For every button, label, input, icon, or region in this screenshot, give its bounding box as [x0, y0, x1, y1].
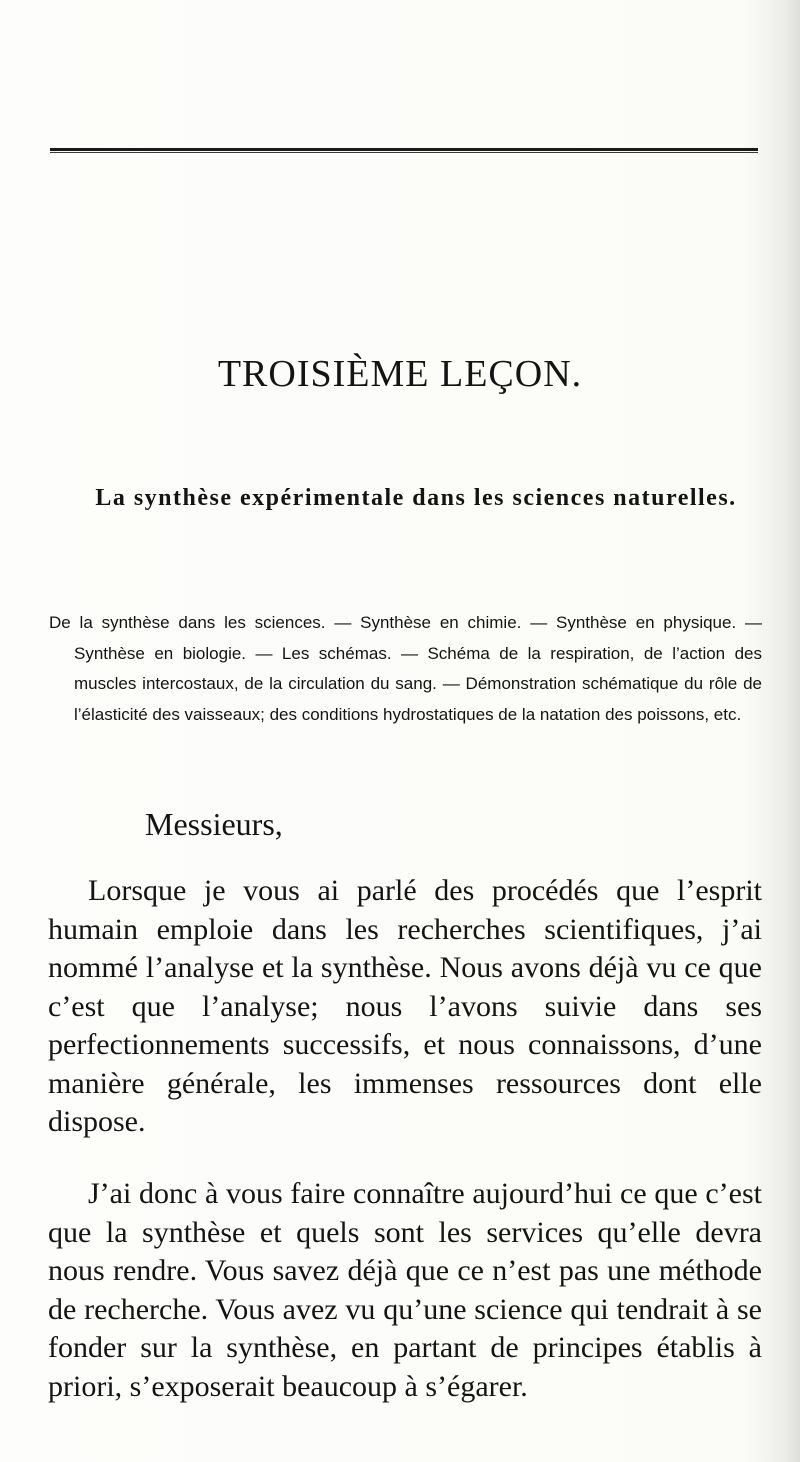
chapter-title: TROISIÈME LEÇON.: [217, 353, 583, 395]
chapter-subtitle: La synthèse expérimentale dans les sciences naturelles.: [95, 485, 737, 511]
salutation: Messieurs,: [145, 806, 283, 842]
header-rule: [50, 148, 758, 153]
body-paragraph-2: J’ai donc à vous faire connaître aujourd’hui ce que c’est que la synthèse et quels sont les services qu’elle devra nous rendre. Vous savez déjà que ce n’est pas une méthode de recherche. Vous avez vu qu’une science qui tendrait à se fonder sur la synthèse, en partant de principes établis à priori, s’exposerait beaucoup à s’égarer.: [48, 1177, 762, 1403]
body-paragraph-1: Lorsque je vous ai parlé des procédés que l’esprit humain emploie dans les recherches scientifiques, j’ai nommé l’analyse et la synthèse. Nous avons déjà vu ce que c’est que l’analyse; nous l’avons suivie dans ses perfectionnements successifs, et nous connaissons, d’une manière générale, les immenses ressources dont elle dispose.: [48, 874, 762, 1138]
chapter-summary: De la synthèse dans les sciences. — Synthèse en chimie. — Synthèse en physique. — Synthèse en biologie. — Les schémas. — Schéma de la respiration, de l’action des muscles intercostaux, de la circulation du sang. — Démonstration schématique du rôle de l’élasticité des vaisseaux; des conditions hydrostatiques de la natation des poissons, etc.: [49, 613, 762, 724]
